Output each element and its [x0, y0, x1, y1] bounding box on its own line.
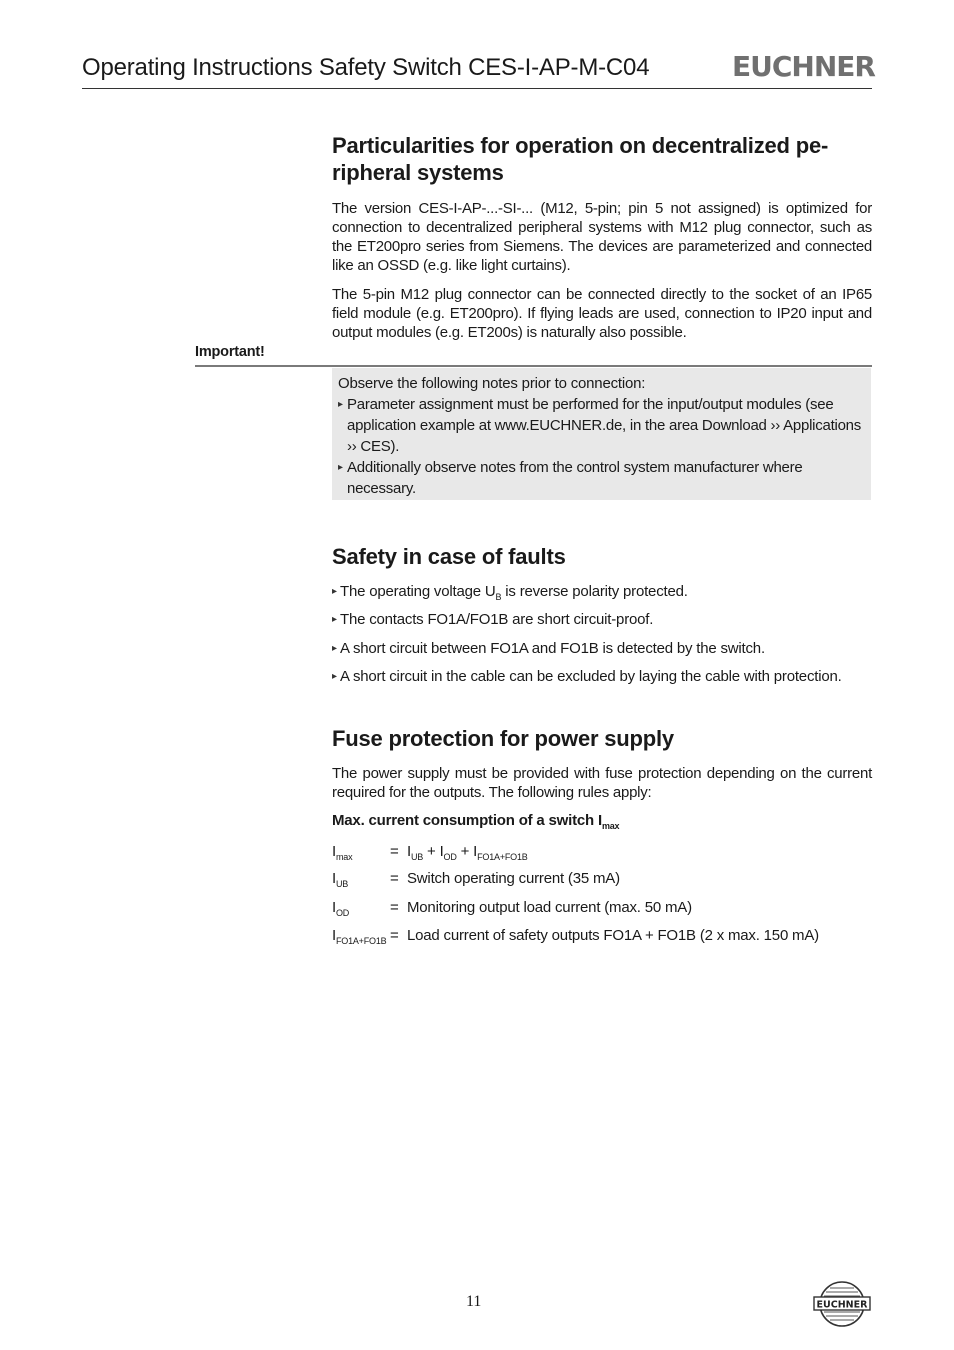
- note-bullet-text: Additionally observe notes from the control system manufacturer where necessary.: [347, 459, 803, 497]
- heading-line-1: Particularities for operation on decentralized pe-: [332, 133, 829, 158]
- arrow-bullet-icon: ▸: [332, 671, 337, 682]
- fault-item-3: ▸ A short circuit between FO1A and FO1B is detected by the switch.: [332, 640, 765, 657]
- note-bullet-1: [338, 394, 863, 457]
- paragraph-version-description: The version CES-I-AP-...-SI-... (M12, 5-pin; pin 5 not assigned) is optimized for connection to decentralized peripheral systems with M12 plug connector, such as the ET200pro series from Siemens. The devices are parameterized and connected like an OSSD (e.g. like light curtains).: [332, 200, 872, 274]
- fault-item-1: ▸ The operating voltage $U_B$ is reverse polarity protected.: [332, 583, 688, 602]
- important-note-box: [332, 368, 871, 500]
- section-heading-decentralized: [332, 132, 828, 186]
- important-label: Important!: [195, 344, 265, 360]
- svg-text:EUCHNER: EUCHNER: [816, 1299, 868, 1311]
- fault-item-4: ▸ A short circuit in the cable can be excluded by laying the cable with protection.: [332, 668, 842, 685]
- arrow-bullet-icon: ▸: [338, 462, 343, 473]
- page-number: 11: [466, 1293, 482, 1310]
- section-heading-safety-faults: Safety in case of faults: [332, 544, 566, 569]
- section-heading-fuse-protection: Fuse protection for power supply: [332, 726, 674, 751]
- note-intro: Observe the following notes prior to connection:: [338, 375, 646, 392]
- heading-line-2: ripheral systems: [332, 160, 504, 185]
- note-bullet-text: Parameter assignment must be performed for the input/output modules (see application example at www.EUCHNER.de, in the area Download ›› Applications ›› CES).: [347, 396, 862, 455]
- note-bullet-2: [338, 457, 863, 499]
- document-title: Operating Instructions Safety Switch CES-I-AP-M-C04: [82, 54, 650, 81]
- fault-item-2: ▸ The contacts FO1A/FO1B are short circuit-proof.: [332, 611, 654, 628]
- header-rule: [82, 88, 872, 89]
- arrow-bullet-icon: ▸: [332, 586, 337, 597]
- arrow-bullet-icon: ▸: [332, 643, 337, 654]
- arrow-bullet-icon: ▸: [338, 399, 343, 410]
- arrow-bullet-icon: ▸: [332, 614, 337, 625]
- paragraph-fuse-protection: The power supply must be provided with fuse protection depending on the current required for the outputs. The following rules apply:: [332, 765, 872, 801]
- euchner-seal-logo: [812, 1280, 872, 1328]
- important-rule: [195, 365, 872, 367]
- formula-heading: Max. current consumption of a switch $I_{max}$: [332, 812, 620, 831]
- euchner-logo: EUCHNER: [732, 50, 875, 83]
- paragraph-plug-connector: The 5-pin M12 plug connector can be connected directly to the socket of an IP65 field module (e.g. ET200pro). If flying leads are used, connection to IP20 input and output modules (e.g. ET200s) is naturally also possible.: [332, 286, 872, 341]
